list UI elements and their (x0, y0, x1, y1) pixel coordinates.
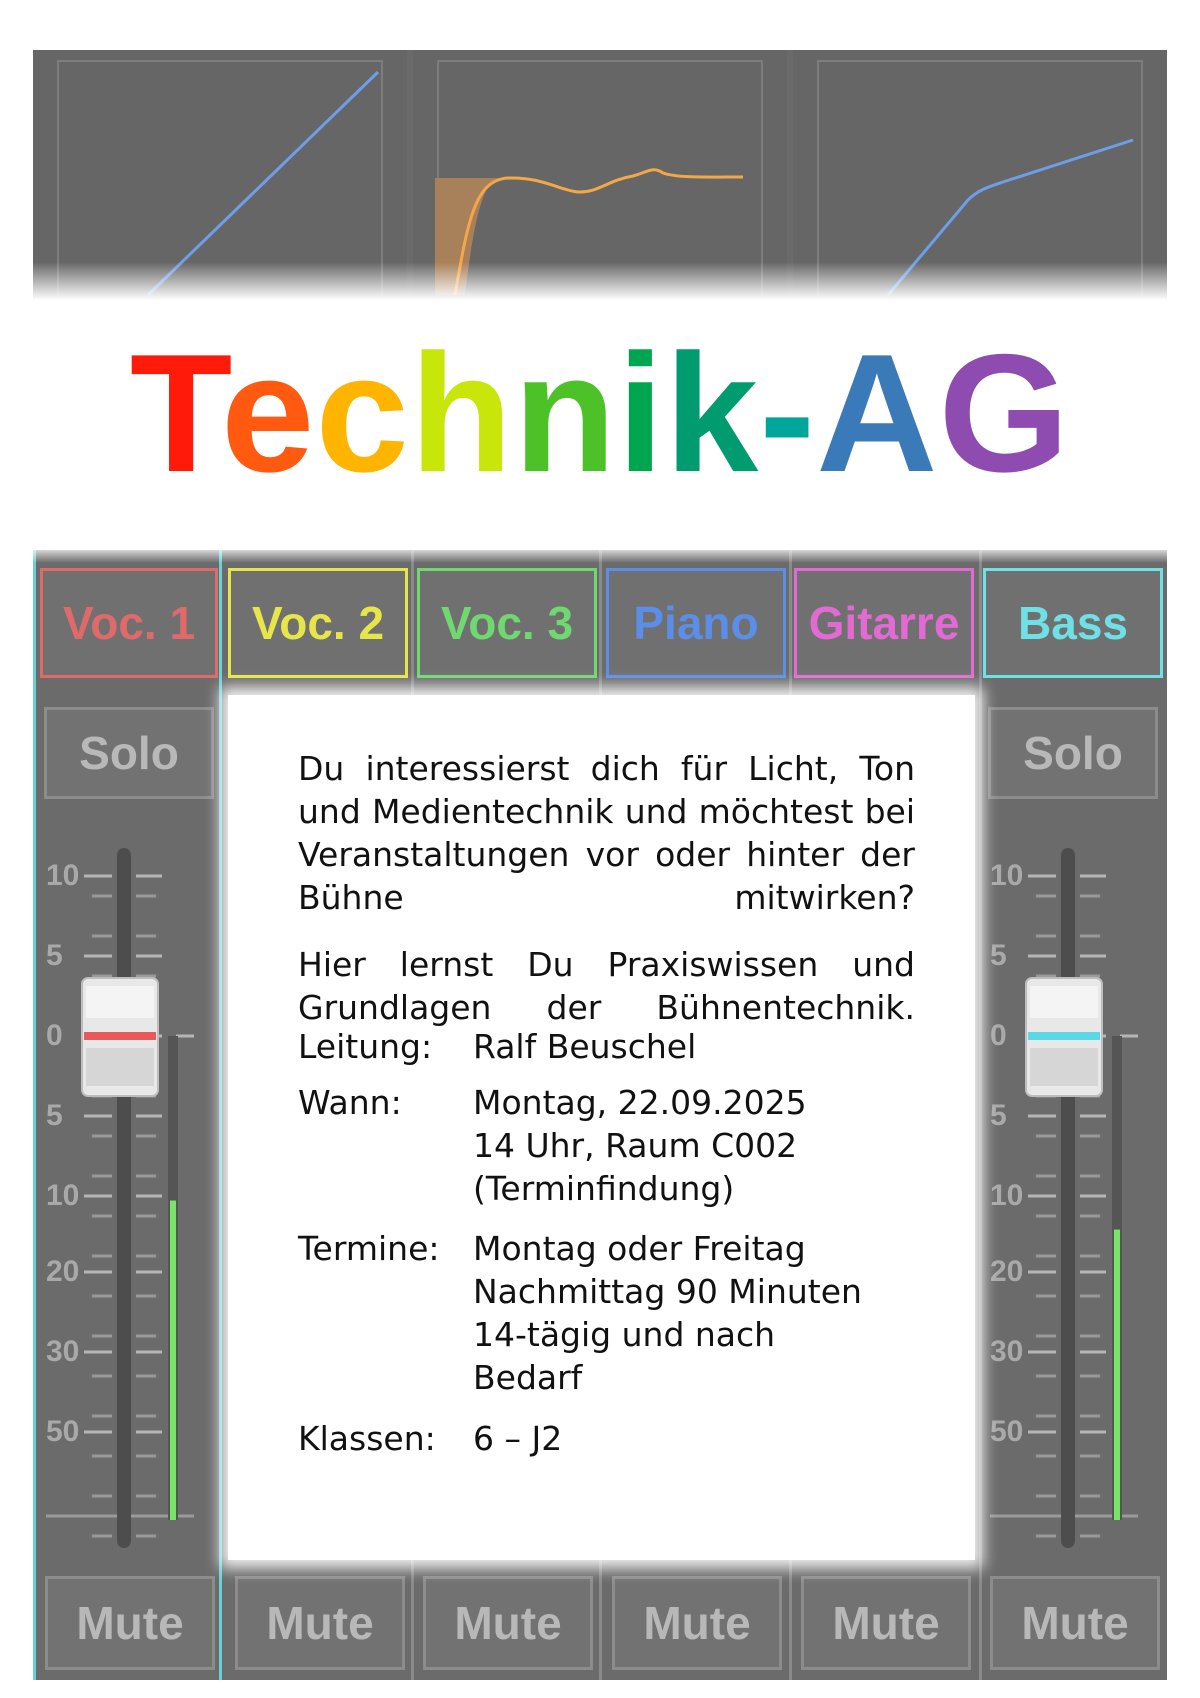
termine-line-3: 14-tägig und nach (473, 1315, 776, 1354)
fader-slot (1061, 848, 1075, 1548)
channel-gitarre-button[interactable]: Gitarre (794, 568, 974, 678)
wann-note: (Terminfindung) (473, 1169, 735, 1208)
wann-label: Wann: (298, 1083, 402, 1122)
wann-date: Montag, 22.09.2025 (473, 1083, 807, 1122)
fader-scale-label: 30 (990, 1335, 1024, 1368)
page-title (0, 318, 1200, 508)
solo-button-left[interactable]: Solo (44, 707, 214, 799)
title-letter: c (315, 319, 410, 507)
fader-cap-indicator (84, 1032, 156, 1040)
fader-scale-label: 5 (990, 939, 1007, 972)
fader-cap-indicator (1028, 1032, 1100, 1040)
fader-right[interactable] (988, 848, 1158, 1578)
fader-scale-label: 10 (46, 859, 80, 892)
fader-scale-label: 5 (46, 1099, 63, 1132)
fader-scale-label: 50 (46, 1415, 80, 1448)
leitung-label: Leitung: (298, 1027, 433, 1066)
channel-bass-button[interactable]: Bass (983, 568, 1163, 678)
title-letter: k (664, 319, 760, 507)
termine-label: Termine: (298, 1229, 440, 1268)
leitung-value: Ralf Beuschel (473, 1027, 697, 1066)
wann-time-room: 14 Uhr, Raum C002 (473, 1126, 798, 1165)
channel-piano-button[interactable]: Piano (606, 568, 786, 678)
fader-scale-label: 20 (46, 1255, 80, 1288)
fader-scale-label: 0 (46, 1019, 63, 1052)
title-letter: e (220, 319, 316, 507)
info-card (228, 695, 975, 1560)
fader-scale-label: 10 (46, 1179, 80, 1212)
klassen-label: Klassen: (298, 1419, 436, 1458)
title-letter: A (816, 319, 939, 507)
channel-voc1-button[interactable]: Voc. 1 (40, 568, 218, 678)
termine-line-1: Montag oder Freitag (473, 1229, 806, 1268)
meter-level (170, 1201, 176, 1520)
channel-voc2-button[interactable]: Voc. 2 (228, 568, 408, 678)
solo-button-right[interactable]: Solo (988, 707, 1158, 799)
fader-scale-label: 10 (990, 859, 1024, 892)
title-letter: i (617, 319, 665, 507)
fader-scale-label: 5 (46, 939, 63, 972)
fader-scale-label: 5 (990, 1099, 1007, 1132)
fader-scale-label: 20 (990, 1255, 1024, 1288)
fader-cap (82, 978, 158, 1096)
title-letter: h (409, 319, 514, 507)
mute-button-5[interactable]: Mute (801, 1576, 971, 1670)
mute-button-4[interactable]: Mute (612, 1576, 782, 1670)
fader-cap (1026, 978, 1102, 1096)
fader-slot (117, 848, 131, 1548)
mute-button-3[interactable]: Mute (423, 1576, 593, 1670)
title-letter: G (938, 319, 1071, 507)
fader-scale-label: 30 (46, 1335, 80, 1368)
termine-line-4: Bedarf (473, 1358, 583, 1397)
fader-scale-label: 10 (990, 1179, 1024, 1212)
fader-scale-label: 50 (990, 1415, 1024, 1448)
fader-left[interactable] (44, 848, 214, 1578)
meter-level (1114, 1230, 1120, 1520)
klassen-value: 6 – J2 (473, 1419, 563, 1458)
termine-line-2: Nachmittag 90 Minuten (473, 1272, 862, 1311)
mute-button-6[interactable]: Mute (990, 1576, 1160, 1670)
learn-text: Hier lernst Du Praxiswissen und Grundlagen der Bühnentechnik. (298, 945, 915, 1027)
fader-scale-label: 0 (990, 1019, 1007, 1052)
title-letter: - (759, 319, 817, 507)
title-letter: n (513, 319, 618, 507)
intro-text: Du interessierst dich für Licht, Ton und Medientechnik und möchtest bei Veranstaltungen vor oder hinter der Bühne mitwirken? (298, 749, 915, 917)
title-letter: T (129, 319, 221, 507)
channel-voc3-button[interactable]: Voc. 3 (417, 568, 597, 678)
mute-button-2[interactable]: Mute (235, 1576, 405, 1670)
mute-button-1[interactable]: Mute (45, 1576, 215, 1670)
